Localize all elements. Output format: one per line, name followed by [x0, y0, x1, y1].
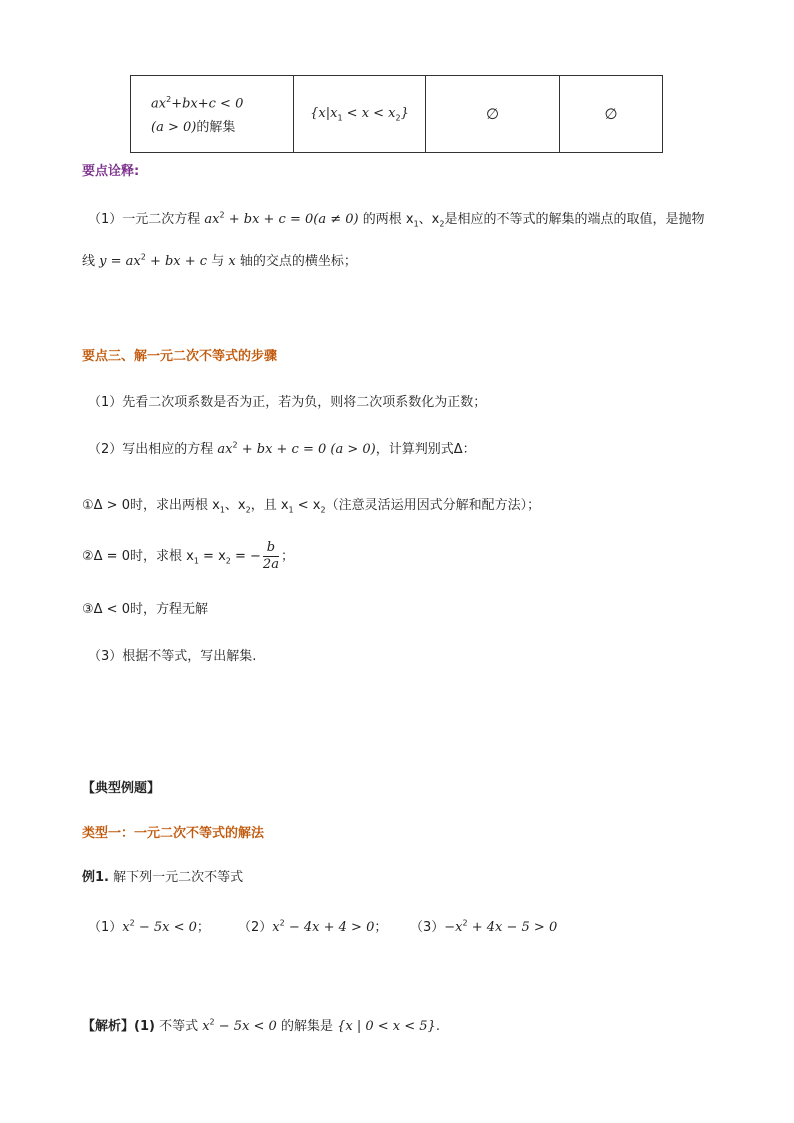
type-heading: 类型一：一元二次不等式的解法	[82, 826, 265, 841]
notes-line-1: （1）一元二次方程 $ax^2$ + bx + c = 0(a ≠ 0) 的两根 $x_1$、$x_2$是相应的不等式的解集的端点的取值，是抛物	[88, 210, 705, 229]
case-3: ③Δ < 0时，方程无解	[82, 602, 208, 617]
section-heading-steps: 要点三、解一元二次不等式的步骤	[82, 349, 278, 364]
case-1: ①Δ > 0时，求出两根 $x_1$、$x_2$，且 $x_1 < x_2$（注意灵活运用因式分解和配方法）；	[82, 498, 541, 515]
table-cell-empty-set: ∅	[560, 76, 663, 153]
solution-line: 【解析】(1) 不等式 $x^2 - 5x < 0$ 的解集是 {x | 0 < x < 5}.	[82, 1017, 440, 1034]
table-cell-interval: $\{x|x_1 < x < x_2\}$	[294, 76, 426, 153]
step-3: （3）根据不等式，写出解集.	[88, 649, 257, 664]
example-problem-2: $(2)x^2 - 4x + 4 > 0$；	[238, 918, 388, 935]
table-cell-inequality: $ax^2+bx+c < 0$ (a > 0)的解集	[131, 76, 294, 153]
table-row	[131, 76, 663, 153]
fraction: $\frac{b}{2a}$	[262, 540, 279, 572]
inequality-table	[130, 75, 663, 153]
case-2: ②Δ = 0时，求根 $x_1 = x_2$ = − $\frac{b}{2a}$ ；	[82, 540, 294, 572]
step-2: （2）写出相应的方程 $ax^2$ + bx + c = 0 (a > 0)，计算判别式Δ：	[88, 440, 476, 457]
example-problem-1: $(1)x^2 - 5x < 0$；	[88, 918, 210, 935]
table-cell-empty-set: ∅	[426, 76, 560, 153]
notes-heading: 要点诠释:	[82, 164, 140, 179]
step-1: （1）先看二次项系数是否为正，若为负，则将二次项系数化为正数；	[88, 395, 487, 410]
example-1-title: 例1. 解下列一元二次不等式	[82, 870, 244, 885]
notes-line-2: 线 $y = ax^2$ + bx + c 与 x 轴的交点的横坐标；	[82, 252, 357, 269]
example-problem-3: $(3)-x^2 + 4x - 5 > 0$	[410, 918, 558, 935]
examples-heading: 【典型例题】	[82, 781, 161, 796]
